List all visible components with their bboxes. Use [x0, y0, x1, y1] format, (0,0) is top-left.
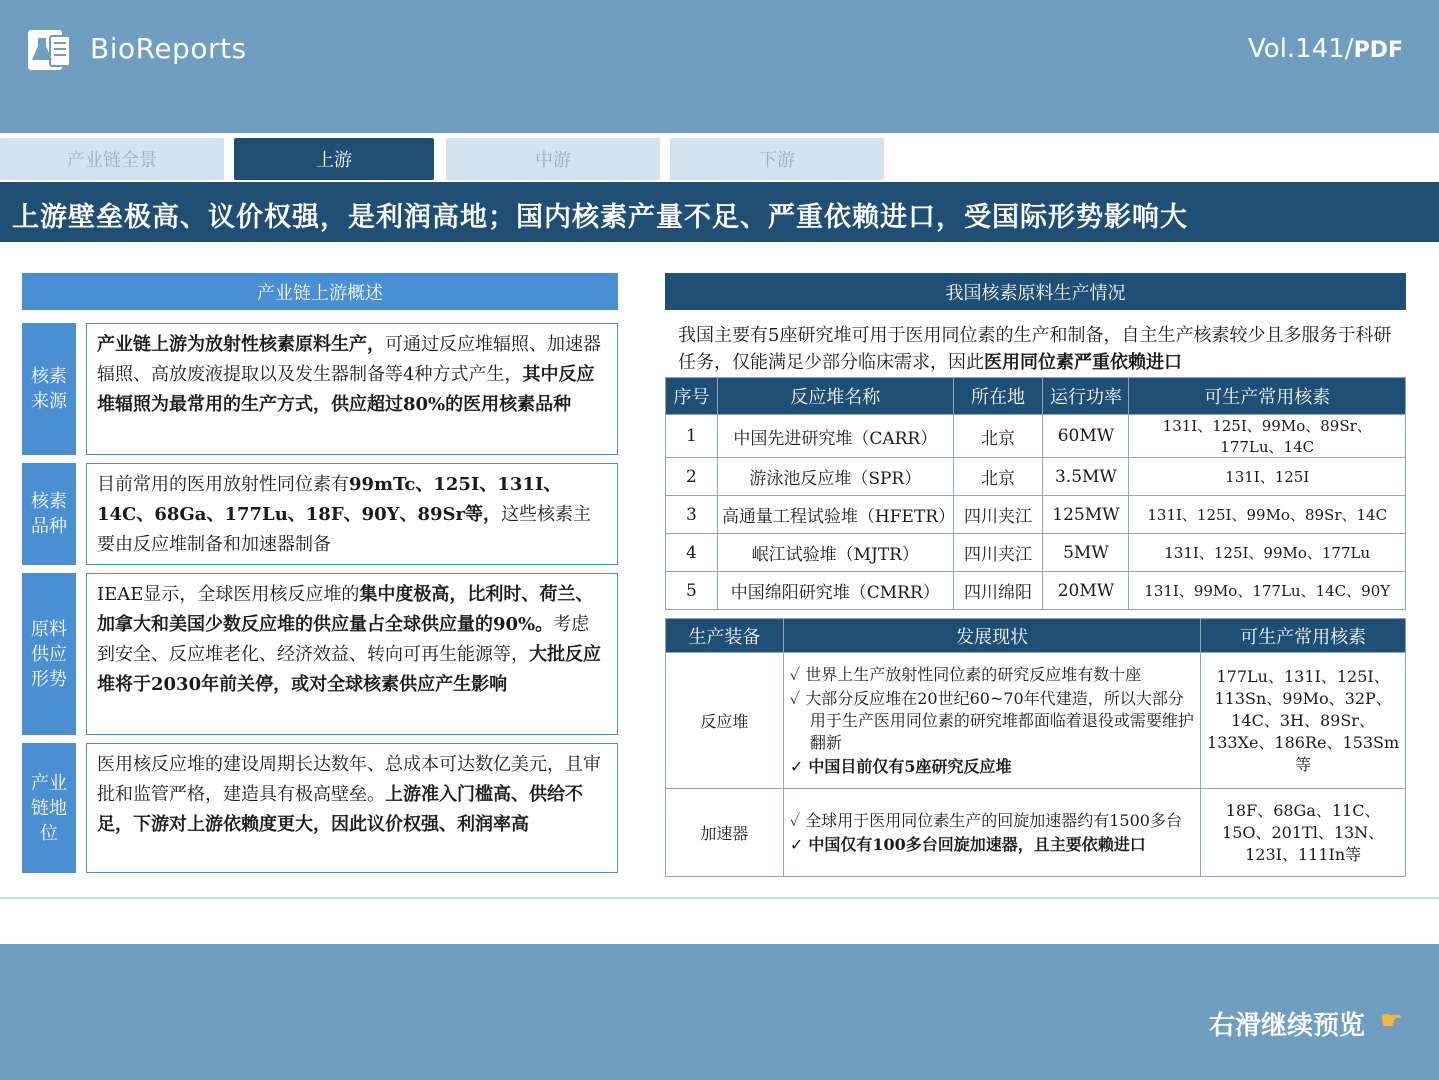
reactor-table — [665, 377, 1406, 610]
header-band — [0, 0, 1439, 133]
table-row: 1 中国先进研究堆（CARR） 北京 60MW 131I、125I、99Mo、89Sr、177Lu、14C — [666, 415, 1406, 458]
row-text: 目前常用的医用放射性同位素有99mTc、125I、131I、14C、68Ga、177Lu、18F、90Y、89Sr等，这些核素主要由反应堆制备和加速器制备 — [86, 463, 618, 565]
bullet-point: ✓ 大部分反应堆在20世纪60~70年代建造，所以大部分用于生产医用同位素的研究堆都面临着退役或需要维护翻新 — [789, 688, 1194, 752]
row-text: 产业链上游为放射性核素原料生产，可通过反应堆辐照、加速器辐照、高放废液提取以及发生器制备等4种方式产生，其中反应堆辐照为最常用的生产方式，供应超过80%的医用核素品种 — [86, 323, 618, 455]
table-row: 反应堆 ✓ 世界上生产放射性同位素的研究反应堆有数十座 ✓ 大部分反应堆在20世纪60~70年代建造，所以大部分用于生产医用同位素的研究堆都面临着退役或需要维护翻新 ✓ 中国目前仅有5座研究反应堆 177Lu、131I、125I、113Sn、99Mo、32P、14C、3H、89Sr、133Xe、186Re、153Sm等 — [666, 653, 1406, 789]
divider — [0, 897, 1439, 899]
status-points — [783, 653, 1200, 789]
right-panel-intro: 我国主要有5座研究堆可用于医用同位素的生产和制备，自主生产核素较少且多服务于科研任务，仅能满足少部分临床需求，因此医用同位素严重依赖进口 — [678, 325, 1392, 373]
row-label: 核素来源 — [22, 323, 76, 455]
row-nuclide-source — [22, 323, 618, 455]
row-label: 产业链地位 — [22, 743, 76, 873]
footer-band — [0, 944, 1439, 1080]
table-row: 4 岷江试验堆（MJTR） 四川夹江 5MW 131I、125I、99Mo、177Lu — [666, 534, 1406, 572]
row-text: IEAE显示，全球医用核反应堆的集中度极高，比利时、荷兰、加拿大和美国少数反应堆的供应量占全球供应量的90%。考虑到安全、反应堆老化、经济效益、转向可再生能源等，大批反应堆将于2030年前关停，或对全球核素供应产生影响 — [86, 573, 618, 735]
tab-midstream[interactable]: 中游 — [446, 138, 660, 180]
tab-downstream[interactable]: 下游 — [670, 138, 884, 180]
column-header: 可生产常用核素 — [1201, 619, 1406, 653]
table-row: 加速器 ✓ 全球用于医用同位素生产的回旋加速器约有1500多台 ✓ 中国仅有100多台回旋加速器，且主要依赖进口 18F、68Ga、11C、15O、201Tl、13N、123I、111In等 — [666, 789, 1406, 877]
row-text: 医用核反应堆的建设周期长达数年、总成本可达数亿美元，且审批和监管严格，建造具有极高壁垒。上游准入门槛高、供给不足，下游对上游依赖度更大，因此议价权强、利润率高 — [86, 743, 618, 873]
column-header: 反应堆名称 — [717, 378, 953, 415]
table-header-row — [666, 619, 1406, 653]
pointing-hand-icon: ☛ — [1379, 1006, 1403, 1036]
tab-overview[interactable]: 产业链全景 — [0, 138, 224, 180]
bullet-point: ✓ 世界上生产放射性同位素的研究反应堆有数十座 — [789, 664, 1142, 684]
isotope-list: 177Lu、131I、125I、113Sn、99Mo、32P、14C、3H、89Sr、133Xe、186Re、153Sm等 — [1201, 653, 1406, 789]
table-row: 2 游泳池反应堆（SPR） 北京 3.5MW 131I、125I — [666, 458, 1406, 496]
table-row: 5 中国绵阳研究堆（CMRR） 四川绵阳 20MW 131I、99Mo、177Lu、14C、90Y — [666, 572, 1406, 610]
bullet-point: ✓ 全球用于医用同位素生产的回旋加速器约有1500多台 — [789, 810, 1182, 830]
column-header: 发展现状 — [783, 619, 1200, 653]
row-label: 原料供应形势 — [22, 573, 76, 735]
left-panel-heading: 产业链上游概述 — [22, 273, 618, 310]
table-header-row — [666, 378, 1406, 415]
column-header: 序号 — [666, 378, 718, 415]
column-header: 所在地 — [953, 378, 1043, 415]
report-logo-icon — [26, 28, 74, 72]
swipe-hint[interactable]: 右滑继续预览 — [1208, 1011, 1365, 1041]
column-header: 运行功率 — [1043, 378, 1129, 415]
volume-label: Vol.141/PDF — [1248, 34, 1403, 64]
bullet-point: ✓ 中国目前仅有5座研究反应堆 — [789, 756, 1012, 776]
isotope-list: 18F、68Ga、11C、15O、201Tl、13N、123I、111In等 — [1201, 789, 1406, 877]
table-row: 3 高通量工程试验堆（HFETR） 四川夹江 125MW 131I、125I、99Mo、89Sr、14C — [666, 496, 1406, 534]
row-nuclide-types — [22, 463, 618, 565]
status-points — [783, 789, 1200, 877]
right-panel-heading: 我国核素原料生产情况 — [665, 273, 1406, 310]
brand-name: BioReports — [90, 32, 247, 65]
row-chain-position — [22, 743, 618, 873]
tab-upstream[interactable]: 上游 — [234, 138, 434, 180]
section-tabs — [0, 138, 1439, 180]
row-label: 核素品种 — [22, 463, 76, 565]
bullet-point: ✓ 中国仅有100多台回旋加速器，且主要依赖进口 — [789, 834, 1146, 854]
column-header: 可生产常用核素 — [1129, 378, 1406, 415]
row-supply-situation — [22, 573, 618, 735]
page-title-bar — [0, 182, 1439, 242]
column-header: 生产装备 — [666, 619, 784, 653]
equipment-table — [665, 618, 1406, 877]
page-title: 上游壁垒极高、议价权强，是利润高地；国内核素产量不足、严重依赖进口，受国际形势影响大 — [12, 202, 1188, 233]
